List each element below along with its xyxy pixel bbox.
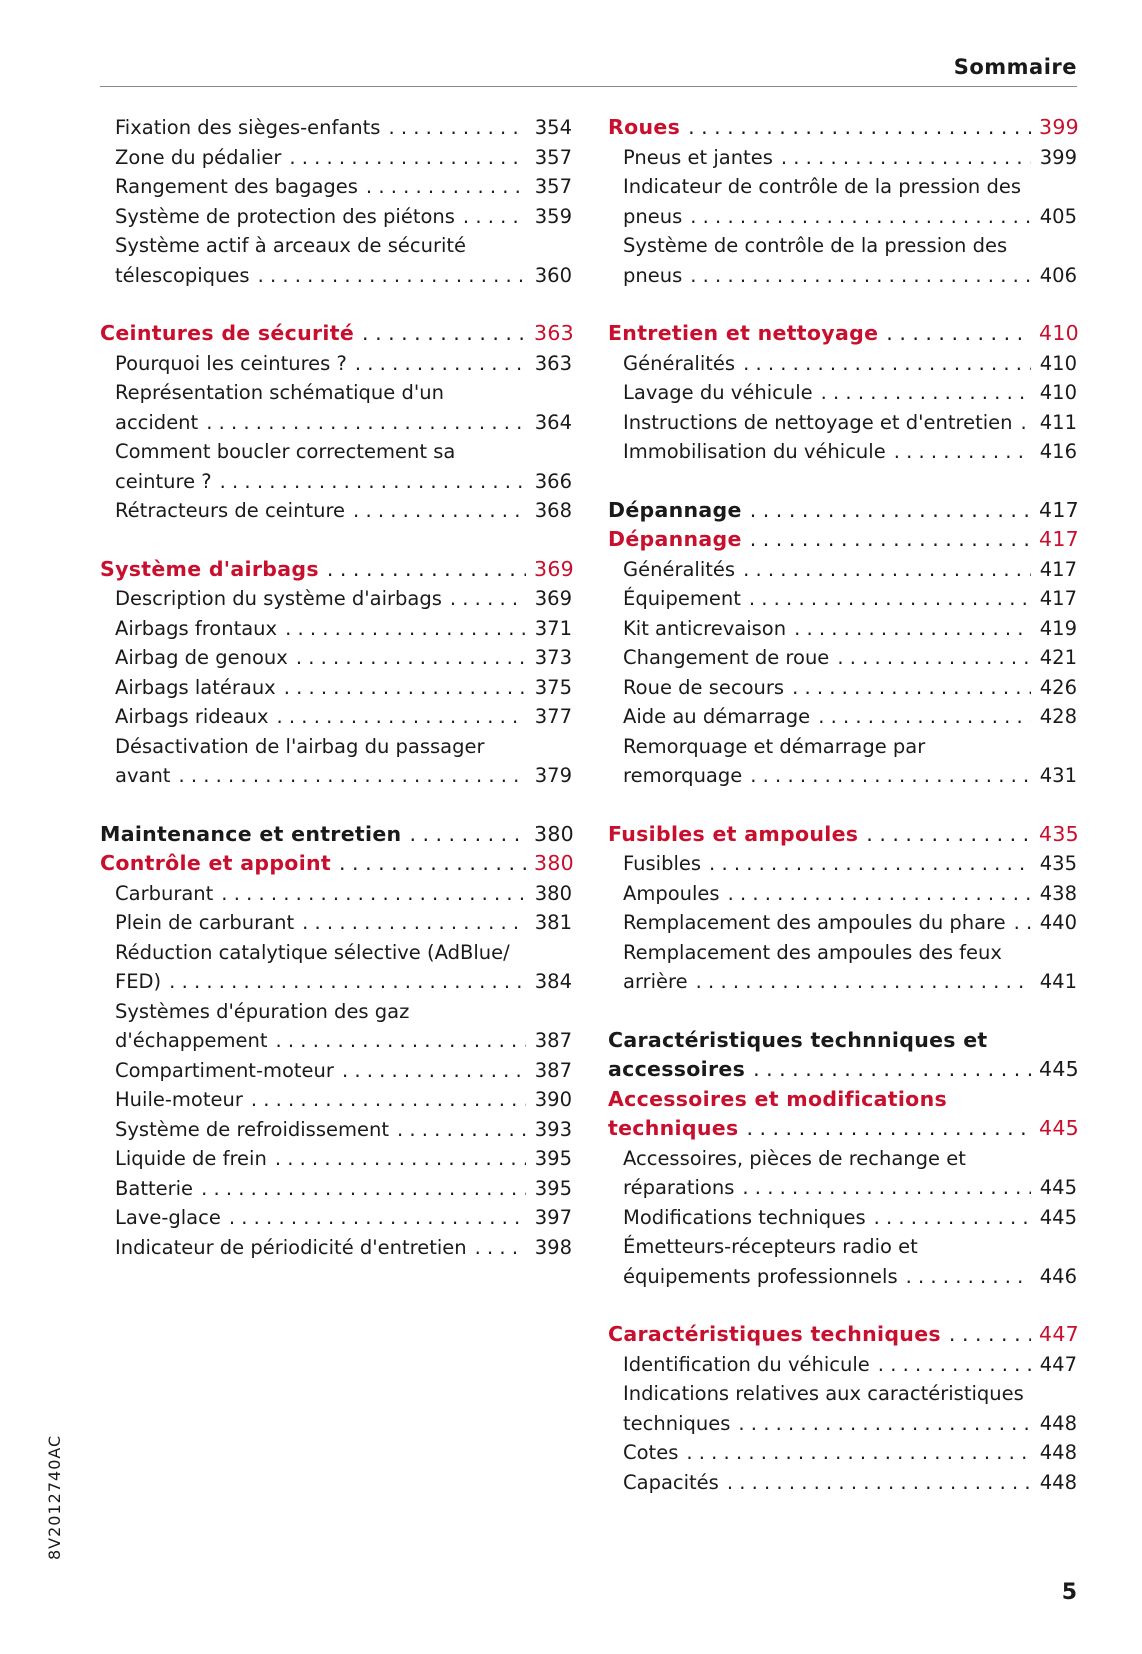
toc-page-number: 417 — [1039, 557, 1077, 581]
dot-leader — [821, 378, 1031, 408]
toc-entry-title: Airbags rideaux — [115, 705, 269, 728]
dot-leader — [276, 1026, 526, 1056]
toc-entry-indications-relatives-aux-caracteristiques-techniques[interactable] — [608, 1409, 1077, 1439]
toc-entry-title: Représentation schématique d'un — [115, 381, 444, 404]
toc-page-number: 380 — [534, 821, 575, 846]
toc-entry-title: Compartiment-moteur — [115, 1058, 334, 1082]
toc-page-number: 357 — [534, 145, 572, 169]
toc-entry-caracteristiques-techniques[interactable] — [608, 1320, 1080, 1350]
toc-page-number: 380 — [534, 881, 572, 905]
toc-entry-title: Système d'airbags — [100, 556, 319, 581]
toc-page-number: 364 — [534, 410, 572, 434]
toc-page-number: 417 — [1039, 527, 1080, 551]
toc-entry-carburant[interactable] — [100, 879, 572, 909]
toc-entry-airbags-rideaux[interactable] — [100, 702, 572, 732]
dot-leader — [251, 1085, 526, 1115]
toc-page-number: 371 — [534, 616, 572, 640]
toc-entry-modifications-techniques[interactable] — [608, 1203, 1077, 1233]
dot-leader — [792, 673, 1031, 703]
toc-entry-accessoires-pieces-de-rechange-et-reparations-line1[interactable] — [608, 1144, 1077, 1174]
toc-entry-title: Instructions de nettoyage et d'entretien — [623, 410, 1013, 434]
toc-entry-title: Plein de carburant — [115, 911, 295, 934]
toc-entry-title: Contrôle et appoint — [100, 851, 332, 875]
toc-entry-title: pneus — [623, 263, 683, 287]
toc-entry-title: réparations — [623, 1176, 735, 1199]
toc-entry-title: Pourquoi les ceintures ? — [115, 351, 347, 375]
toc-entry-title: Carburant — [115, 881, 214, 905]
dot-leader — [339, 849, 526, 879]
toc-entry-systemes-d-epuration-des-gaz-d-echappement[interactable] — [100, 1026, 572, 1056]
dot-leader — [688, 113, 1031, 143]
toc-entry-huile-moteur[interactable] — [100, 1085, 572, 1115]
toc-page-number: 419 — [1039, 616, 1077, 640]
toc-page-number: 447 — [1039, 1322, 1080, 1346]
dot-leader — [749, 584, 1031, 614]
toc-section — [100, 820, 575, 1263]
toc-entry-airbag-de-genoux[interactable] — [100, 643, 572, 673]
toc-entry-title: Description du système d'airbags — [115, 587, 442, 610]
toc-entry-fusibles[interactable] — [608, 849, 1077, 879]
toc-entry-pneus-et-jantes[interactable] — [608, 143, 1077, 173]
dot-leader — [169, 967, 526, 997]
toc-entry-title: pneus — [623, 204, 683, 228]
toc-entry-title: Accessoires, pièces de rechange et — [623, 1146, 966, 1170]
toc-page-number: 393 — [534, 1117, 572, 1141]
toc-entry-remplacement-des-ampoules-du-phare[interactable] — [608, 908, 1077, 938]
toc-entry-identification-du-vehicule[interactable] — [608, 1350, 1077, 1380]
toc-entry-title: ceinture ? — [115, 469, 212, 493]
toc-entry-accessoires-pieces-de-rechange-et-reparations[interactable] — [608, 1173, 1077, 1203]
toc-entry-caracteristiques-technniques-et-accessoires[interactable] — [608, 1055, 1080, 1085]
toc-entry-liquide-de-frein[interactable] — [100, 1144, 572, 1174]
toc-entry-title: Maintenance et entretien — [100, 821, 402, 846]
toc-entry-title: accessoires — [608, 1057, 746, 1081]
page-header-title: Sommaire — [953, 55, 1077, 79]
toc-page-number: 387 — [534, 1058, 572, 1082]
toc-entry-title: télescopiques — [115, 263, 250, 287]
toc-entry-systeme-de-protection-des-pietons[interactable] — [100, 202, 572, 232]
dot-leader — [475, 1233, 526, 1263]
toc-page-number: 395 — [534, 1147, 572, 1170]
dot-leader — [690, 261, 1031, 291]
toc-page-number: 363 — [534, 321, 575, 345]
toc-entry-title: Remorquage et démarrage par — [623, 734, 926, 758]
toc-page-number: 410 — [1039, 381, 1077, 404]
toc-page-number: 441 — [1039, 970, 1077, 993]
toc-page-number: 410 — [1039, 351, 1077, 375]
dot-leader — [302, 908, 526, 938]
toc-entry-title: avant — [115, 764, 171, 787]
dot-leader — [221, 879, 526, 909]
toc-entry-title: Fixation des sièges-enfants — [115, 116, 381, 139]
toc-entry-reduction-catalytique-selective-adblue-fed-line1[interactable] — [100, 938, 572, 968]
toc-page-number: 431 — [1039, 764, 1077, 787]
toc-entry-title: Système de refroidissement — [115, 1117, 389, 1141]
toc-page-number: 387 — [534, 1029, 572, 1052]
toc-entry-description-du-systeme-d-airbags[interactable] — [100, 584, 572, 614]
toc-entry-title: accident — [115, 410, 199, 434]
toc-entry-title: Kit anticrevaison — [623, 616, 787, 640]
toc-section — [100, 319, 575, 526]
toc-page-number: 381 — [534, 911, 572, 934]
dot-leader — [949, 1320, 1031, 1350]
toc-page-number: 375 — [534, 675, 572, 699]
toc-entry-emetteurs-recepteurs-radio-et-equipements-professionnels[interactable] — [608, 1262, 1077, 1292]
toc-entry-accessoires-et-modifications-techniques-line1[interactable] — [608, 1085, 1077, 1115]
toc-page-number: 448 — [1039, 1411, 1077, 1435]
toc-entry-title: Dépannage — [608, 497, 742, 522]
toc-page-number: 354 — [534, 116, 572, 139]
dot-leader — [746, 1114, 1031, 1144]
toc-entry-title: Émetteurs-récepteurs radio et — [623, 1235, 918, 1258]
toc-entry-title: Indicateur de périodicité d'entretien — [115, 1235, 467, 1259]
dot-leader — [1021, 408, 1031, 438]
toc-entry-kit-anticrevaison[interactable] — [608, 614, 1077, 644]
toc-entry-title: Système de protection des piétons — [115, 204, 455, 228]
dot-leader — [894, 437, 1031, 467]
toc-entry-reduction-catalytique-selective-adblue-fed[interactable] — [100, 967, 572, 997]
dot-leader — [728, 879, 1031, 909]
toc-entry-title: Généralités — [623, 351, 736, 375]
toc-entry-title: Remplacement des ampoules du phare — [623, 911, 1006, 934]
toc-entry-maintenance-et-entretien[interactable] — [100, 820, 575, 850]
dot-leader — [178, 761, 526, 791]
toc-entry-title: Entretien et nettoyage — [608, 321, 879, 345]
toc-entry-title: Changement de roue — [623, 646, 830, 669]
toc-page-number: 447 — [1039, 1352, 1077, 1376]
toc-entry-lave-glace[interactable] — [100, 1203, 572, 1233]
dot-leader — [327, 555, 526, 585]
toc-page-number: 440 — [1039, 911, 1077, 934]
toc-page-number: 416 — [1039, 440, 1077, 463]
toc-entry-title: Roue de secours — [623, 675, 785, 699]
toc-entry-airbags-lateraux[interactable] — [100, 673, 572, 703]
dot-leader — [285, 614, 526, 644]
toc-entry-emetteurs-recepteurs-radio-et-equipements-professionnels-line1[interactable] — [608, 1232, 1077, 1262]
toc-entry-zone-du-pedalier[interactable] — [100, 143, 572, 173]
toc-entry-roues[interactable] — [608, 113, 1080, 143]
toc-entry-compartiment-moteur[interactable] — [100, 1056, 572, 1086]
toc-section — [608, 820, 1080, 997]
toc-entry-depannage[interactable] — [608, 525, 1080, 555]
toc-entry-title: Liquide de frein — [115, 1147, 267, 1170]
toc-entry-fusibles-et-ampoules[interactable] — [608, 820, 1080, 850]
toc-entry-retracteurs-de-ceinture[interactable] — [100, 496, 572, 526]
toc-entry-title: Ampoules — [623, 881, 720, 905]
toc-entry-title: Accessoires et modifications — [608, 1086, 947, 1111]
toc-entry-indications-relatives-aux-caracteristiques-techniques-line1[interactable] — [608, 1379, 1077, 1409]
dot-leader — [818, 702, 1031, 732]
toc-entry-title: Immobilisation du véhicule — [623, 440, 886, 463]
toc-entry-equipement[interactable] — [608, 584, 1077, 614]
toc-entry-roue-de-secours[interactable] — [608, 673, 1077, 703]
toc-entry-immobilisation-du-vehicule[interactable] — [608, 437, 1077, 467]
dot-leader — [750, 525, 1031, 555]
toc-page-number: 399 — [1039, 145, 1077, 169]
toc-page-number: 448 — [1039, 1441, 1077, 1464]
toc-page-number: 357 — [534, 175, 572, 198]
dot-leader — [709, 849, 1031, 879]
toc-entry-title: Roues — [608, 115, 681, 139]
dot-leader — [686, 1438, 1031, 1468]
toc-page-number: 399 — [1039, 115, 1080, 139]
toc-entry-title: Aide au démarrage — [623, 705, 811, 728]
toc-entry-pourquoi-les-ceintures[interactable] — [100, 349, 572, 379]
toc-section — [608, 1026, 1080, 1292]
toc-page-number: 417 — [1039, 587, 1077, 610]
toc-entry-desactivation-de-l-airbag-du-passager-avant[interactable] — [100, 761, 572, 791]
dot-leader — [206, 408, 526, 438]
toc-entry-changement-de-roue[interactable] — [608, 643, 1077, 673]
header-divider — [100, 86, 1077, 87]
dot-leader — [742, 1173, 1031, 1203]
toc-entry-ampoules[interactable] — [608, 879, 1077, 909]
toc-entry-title: Réduction catalytique sélective (AdBlue/ — [115, 940, 510, 964]
toc-entry-indicateur-de-controle-de-la-pression-des-pneus-line1[interactable] — [608, 172, 1077, 202]
dot-leader — [409, 820, 526, 850]
toc-entry-comment-boucler-correctement-sa-ceinture-line1[interactable] — [100, 437, 572, 467]
toc-page-number: 435 — [1039, 821, 1080, 846]
toc-page-number: 363 — [534, 351, 572, 375]
dot-leader — [289, 143, 526, 173]
dot-leader — [463, 202, 526, 232]
toc-entry-title: Pneus et jantes — [623, 145, 773, 169]
dot-leader — [353, 496, 526, 526]
toc-entry-title: Système actif à arceaux de sécurité — [115, 234, 467, 257]
toc-entry-remorquage-et-demarrage-par-remorquage[interactable] — [608, 761, 1077, 791]
toc-section — [100, 555, 575, 791]
dot-leader — [781, 143, 1031, 173]
toc-entry-title: Modifications techniques — [623, 1205, 866, 1229]
dot-leader — [743, 349, 1031, 379]
toc-page-number: 377 — [534, 705, 572, 728]
dot-leader — [696, 967, 1031, 997]
toc-page-number: 395 — [534, 1176, 572, 1200]
toc-entry-title: d'échappement — [115, 1029, 268, 1052]
toc-page-number: 435 — [1039, 852, 1077, 875]
toc-entry-systemes-d-epuration-des-gaz-d-echappement-line1[interactable] — [100, 997, 572, 1027]
toc-entry-plein-de-carburant[interactable] — [100, 908, 572, 938]
toc-entry-caracteristiques-technniques-et-accessoires-line1[interactable] — [608, 1026, 1077, 1056]
toc-entry-representation-schematique-d-un-accident[interactable] — [100, 408, 572, 438]
dot-leader — [727, 1468, 1031, 1498]
toc-entry-title: Remplacement des ampoules des feux — [623, 940, 1002, 964]
toc-right-column — [608, 113, 1080, 1526]
toc-entry-title: Indicateur de contrôle de la pression des — [623, 175, 1022, 198]
dot-leader — [366, 172, 526, 202]
toc-page-number: 445 — [1039, 1116, 1080, 1140]
toc-page-number: 384 — [534, 970, 572, 993]
toc-entry-title: techniques — [608, 1116, 739, 1140]
dot-leader — [743, 555, 1031, 585]
toc-entry-airbags-frontaux[interactable] — [100, 614, 572, 644]
toc-entry-generalites[interactable] — [608, 349, 1077, 379]
toc-page-number: 411 — [1039, 410, 1077, 434]
dot-leader — [878, 1350, 1031, 1380]
toc-entry-desactivation-de-l-airbag-du-passager-avant-line1[interactable] — [100, 732, 572, 762]
toc-entry-title: Identification du véhicule — [623, 1352, 870, 1376]
dot-leader — [342, 1056, 526, 1086]
dot-leader — [362, 319, 526, 349]
toc-section — [608, 113, 1080, 290]
dot-leader — [738, 1409, 1031, 1439]
toc-entry-title: Systèmes d'épuration des gaz — [115, 999, 410, 1023]
toc-page-number: 366 — [534, 469, 572, 493]
toc-page-number: 373 — [534, 646, 572, 669]
dot-leader — [220, 467, 526, 497]
toc-page-number: 405 — [1039, 204, 1077, 228]
document-code: 8V2012740AC — [45, 1434, 64, 1560]
toc-entry-title: Rangement des bagages — [115, 175, 358, 198]
dot-leader — [450, 584, 526, 614]
toc-page-number: 390 — [534, 1088, 572, 1111]
toc-entry-systeme-de-controle-de-la-pression-des-pneus[interactable] — [608, 261, 1077, 291]
toc-entry-title: Dépannage — [608, 527, 742, 551]
toc-entry-systeme-de-controle-de-la-pression-des-pneus-line1[interactable] — [608, 231, 1077, 261]
dot-leader — [750, 761, 1031, 791]
toc-page-number: 417 — [1039, 497, 1080, 522]
toc-entry-aide-au-demarrage[interactable] — [608, 702, 1077, 732]
toc-page-number: 445 — [1039, 1057, 1080, 1081]
toc-entry-title: Batterie — [115, 1176, 194, 1200]
toc-page-number: 406 — [1039, 263, 1077, 287]
toc-page-number: 398 — [534, 1235, 572, 1259]
toc-entry-title: Équipement — [623, 587, 741, 610]
toc-entry-title: Airbags latéraux — [115, 675, 276, 699]
toc-page-number: 445 — [1039, 1176, 1077, 1199]
toc-entry-title: Indications relatives aux caractéristiques — [623, 1382, 1024, 1405]
page-number: 5 — [1061, 1580, 1077, 1605]
toc-entry-lavage-du-vehicule[interactable] — [608, 378, 1077, 408]
dot-leader — [886, 319, 1031, 349]
dot-leader — [866, 820, 1031, 850]
toc-entry-representation-schematique-d-un-accident-line1[interactable] — [100, 378, 572, 408]
toc-entry-remorquage-et-demarrage-par-remorquage-line1[interactable] — [608, 732, 1077, 762]
dot-leader — [750, 496, 1031, 526]
toc-entry-title: Airbags frontaux — [115, 616, 278, 640]
toc-entry-generalites[interactable] — [608, 555, 1077, 585]
toc-entry-title: Caractéristiques techniques — [608, 1322, 941, 1346]
dot-leader — [1014, 908, 1031, 938]
dot-leader — [388, 113, 526, 143]
toc-entry-title: Zone du pédalier — [115, 145, 282, 169]
toc-entry-depannage[interactable] — [608, 496, 1080, 526]
toc-page-number: 445 — [1039, 1205, 1077, 1229]
toc-entry-systeme-de-refroidissement[interactable] — [100, 1115, 572, 1145]
toc-page-number: 410 — [1039, 321, 1080, 345]
toc-entry-cotes[interactable] — [608, 1438, 1077, 1468]
toc-section — [608, 1320, 1080, 1497]
toc-page-number: 448 — [1039, 1470, 1077, 1494]
toc-entry-systeme-d-airbags[interactable] — [100, 555, 575, 585]
toc-entry-batterie[interactable] — [100, 1174, 572, 1204]
toc-section — [608, 319, 1080, 467]
toc-entry-entretien-et-nettoyage[interactable] — [608, 319, 1080, 349]
toc-entry-controle-et-appoint[interactable] — [100, 849, 575, 879]
dot-leader — [906, 1262, 1031, 1292]
dot-leader — [284, 673, 526, 703]
toc-entry-capacites[interactable] — [608, 1468, 1077, 1498]
toc-entry-systeme-actif-a-arceaux-de-securite-telescopiques-line1[interactable] — [100, 231, 572, 261]
toc-entry-indicateur-de-periodicite-d-entretien[interactable] — [100, 1233, 572, 1263]
toc-entry-title: Ceintures de sécurité — [100, 321, 355, 345]
toc-entry-title: Lave-glace — [115, 1206, 221, 1229]
toc-entry-title: FED) — [115, 970, 162, 993]
toc-entry-rangement-des-bagages[interactable] — [100, 172, 572, 202]
toc-page-number: 446 — [1039, 1264, 1077, 1288]
dot-leader — [690, 202, 1031, 232]
dot-leader — [355, 349, 526, 379]
toc-page-number: 369 — [534, 587, 572, 610]
toc-entry-systeme-actif-a-arceaux-de-securite-telescopiques[interactable] — [100, 261, 572, 291]
dot-leader — [753, 1055, 1031, 1085]
dot-leader — [275, 1144, 526, 1174]
dot-leader — [397, 1115, 526, 1145]
dot-leader — [837, 643, 1031, 673]
toc-entry-title: équipements professionnels — [623, 1264, 898, 1288]
toc-left-column — [100, 113, 575, 1291]
toc-page-number: 428 — [1039, 705, 1077, 728]
toc-entry-indicateur-de-controle-de-la-pression-des-pneus[interactable] — [608, 202, 1077, 232]
dot-leader — [296, 643, 526, 673]
toc-page-number: 380 — [534, 851, 575, 875]
toc-page-number: 426 — [1039, 675, 1077, 699]
toc-page-number: 421 — [1039, 646, 1077, 669]
toc-page-number: 397 — [534, 1206, 572, 1229]
toc-entry-remplacement-des-ampoules-des-feux-arriere-line1[interactable] — [608, 938, 1077, 968]
toc-section — [608, 496, 1080, 791]
toc-entry-comment-boucler-correctement-sa-ceinture[interactable] — [100, 467, 572, 497]
toc-entry-accessoires-et-modifications-techniques[interactable] — [608, 1114, 1080, 1144]
toc-entry-title: Fusibles — [623, 852, 702, 875]
toc-entry-title: arrière — [623, 970, 688, 993]
toc-entry-title: Capacités — [623, 1470, 719, 1494]
dot-leader — [794, 614, 1031, 644]
toc-entry-title: Rétracteurs de ceinture — [115, 499, 346, 522]
toc-page-number: 359 — [534, 204, 572, 228]
toc-entry-title: Lavage du véhicule — [623, 381, 813, 404]
toc-entry-title: Caractéristiques technniques et — [608, 1027, 988, 1052]
toc-page-number: 438 — [1039, 881, 1077, 905]
toc-entry-fixation-des-sieges-enfants[interactable] — [100, 113, 572, 143]
toc-entry-title: Désactivation de l'airbag du passager — [115, 734, 485, 758]
toc-page-number: 369 — [534, 556, 575, 581]
toc-entry-title: Huile-moteur — [115, 1088, 243, 1111]
toc-entry-title: Comment boucler correctement sa — [115, 440, 456, 463]
toc-entry-title: Généralités — [623, 557, 736, 581]
toc-entry-ceintures-de-securite[interactable] — [100, 319, 575, 349]
dot-leader — [258, 261, 526, 291]
dot-leader — [229, 1203, 526, 1233]
toc-entry-remplacement-des-ampoules-des-feux-arriere[interactable] — [608, 967, 1077, 997]
toc-page-number: 368 — [534, 499, 572, 522]
toc-entry-title: remorquage — [623, 764, 743, 787]
toc-section — [100, 113, 572, 290]
toc-page-number: 379 — [534, 764, 572, 787]
dot-leader — [277, 702, 527, 732]
dot-leader — [874, 1203, 1031, 1233]
toc-entry-title: techniques — [623, 1411, 731, 1435]
toc-entry-title: Airbag de genoux — [115, 646, 288, 669]
toc-entry-title: Fusibles et ampoules — [608, 821, 859, 846]
toc-entry-title: Système de contrôle de la pression des — [623, 234, 1008, 257]
toc-entry-title: Cotes — [623, 1441, 679, 1464]
dot-leader — [201, 1174, 526, 1204]
toc-entry-instructions-de-nettoyage-et-d-entretien[interactable] — [608, 408, 1077, 438]
toc-page-number: 360 — [534, 263, 572, 287]
